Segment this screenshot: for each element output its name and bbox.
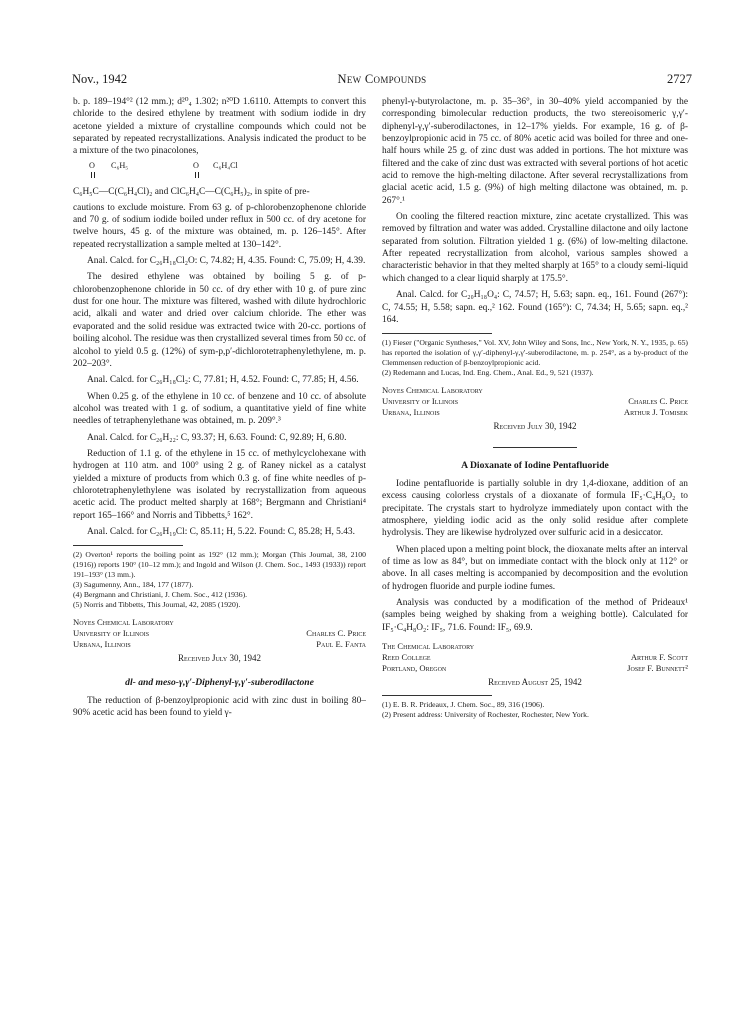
affiliation-block [382, 641, 688, 674]
received-date: Received July 30, 1942 [493, 421, 577, 432]
paragraph: The desired ethylene was obtained by boiling 5 g. of p-chlorobenzophenone chloride in 50 cc. of dry ether with 10 g. of pure zinc dust for one hour. The mixture was filtered, washed with dilute hydrochloric acid, alkali and water and dried over calcium chloride. The ether was evaporated and the solid residue was extracted twice with 20-cc. portions of boiling alcohol. The residue was then crystallized several times from 50 cc. of alcohol to yield 0.5 g. (12%) of sym-p,p′-dichlorotetraphenylethylene, m. p. 202–203°. [73, 272, 366, 369]
author-name: Charles C. Price [628, 396, 688, 407]
pinacolone-structures [73, 158, 366, 202]
affiliation-line: Urbana, Illinois Arthur J. Tomisek [382, 407, 688, 418]
author-name: Arthur F. Scott [630, 652, 688, 662]
right-column [382, 96, 688, 720]
footnotes [382, 338, 688, 378]
footnotes [382, 700, 688, 720]
paragraph: b. p. 189–194°² (12 mm.); d²⁰₄ 1.302; n²⁰D 1.6110. Attempts to convert this chloride to the desired ethylene by treatment with sodium iodide in dry acetone yielded a mixture of crystalline compounds which could not be separated by repeated recrystallizations. Analysis indicated the product to be a mixture of the two pinacolones, [73, 97, 366, 157]
analysis: Anal. Calcd. for C₂₀H₁₈O₄: C, 74.57; H, 5.63; sapn. eq., 161. Found (267°): C, 74.55; H, 5.58; sapn. eq.,² 162. Found (165°): C, 74.34; H, 5.65; sapn. eq.,² 164. [382, 290, 688, 325]
footnote: (1) Fieser ("Organic Syntheses," Vol. XV, John Wiley and Sons, Inc., New York, N. Y., 1935, p. 65) has reported the isolation of γ,γ′-diphenyl-γ,γ′-suberodilactone, m. p. 254°, as a by-product of the Clemmensen reduction of β-benzoylpropionic acid. [382, 338, 688, 368]
author-name: Josef F. Bunnett² [627, 663, 688, 673]
paragraph: Analysis was conducted by a modification of the method of Prideaux¹ (samples being weighed by shaking from a weighing bottle). Calculated for IF₅·C₄H₈O₂: IF₅, 71.6. Found: IF₅, 69.9. [382, 597, 688, 633]
paragraph: The reduction of β-benzoylpropionic acid with zinc dust in boiling 80–90% acetic acid has been found to yield γ- [73, 696, 366, 719]
footnote-rule [382, 695, 492, 696]
affiliation-line: Urbana, Illinois Paul E. Fanta [73, 639, 366, 650]
affiliation-block [382, 385, 688, 418]
footnote-rule [73, 545, 183, 546]
affiliation-line: The Chemical Laboratory [382, 641, 475, 651]
header-section: New Compounds [337, 72, 427, 86]
paragraph: On cooling the filtered reaction mixture, zinc acetate crystallized. This was removed by filtration and water was added. Crystalline dilactone and oily lactone separated from solution. Filtration yielded 1 g. (6%) of low-melting dilactone. After repeated recrystallization from alcohol, various samples showed a characteristic behavior in that they melted sharply at 165° to a cloudy semi-liquid which changed to a clear liquid sharply at 175.5°. [382, 212, 688, 284]
analysis: Anal. Calcd. for C₂₆H₁₈Cl₂O: C, 74.82; H, 4.35. Found: C, 75.09; H, 4.39. [87, 256, 366, 267]
author-name: Arthur J. Tomisek [623, 407, 688, 418]
article-title: dl- and meso-γ,γ′-Diphenyl-γ,γ′-suberodilactone [125, 676, 314, 688]
footnote: (5) Norris and Tibbetts, This Journal, 42, 2085 (1920). [73, 600, 241, 610]
received-date: Received July 30, 1942 [178, 653, 261, 664]
footnote: (3) Sagumenny, Ann., 184, 177 (1877). [73, 580, 194, 590]
affiliation-line: Portland, Oregon Josef F. Bunnett² [382, 663, 688, 673]
paragraph: cautions to exclude moisture. From 63 g. of p-chlorobenzophenone chloride and 70 g. of sodium iodide boiled under reflux in 500 cc. of dry acetone for twelve hours, 45 g. of the mixture was obtained, m. p. 126–145°. After repeated recrystallization a sample melted at 130–142°. [73, 202, 366, 250]
received-date: Received August 25, 1942 [488, 677, 582, 687]
struct-substituent: C₆H₅ [111, 160, 129, 170]
affiliation-line: Reed College Arthur F. Scott [382, 652, 688, 662]
analysis: Anal. Calcd. for C₂₆H₂₂: C, 93.37; H, 6.63. Found: C, 92.89; H, 6.80. [87, 432, 347, 443]
double-bond-mark [91, 172, 95, 178]
author-name: Paul E. Fanta [316, 639, 366, 650]
footnotes [73, 550, 366, 610]
footnote: (2) Redemann and Lucas, Ind. Eng. Chem., Anal. Ed., 9, 521 (1937). [382, 368, 594, 378]
double-bond-mark [195, 172, 199, 178]
paragraph: Iodine pentafluoride is partially soluble in dry 1,4-dioxane, addition of an excess causing colorless crystals of a dioxanate of formula IF₅·C₄H₈O₂ to precipitate. The crystals start to hydrolyze immediately upon contact with the atmosphere, yielding iodic acid as the only solid residue after complete hydrolysis. They are likewise hydrolyzed over sulfuric acid in a desiccator. [382, 478, 688, 539]
affiliation-block [73, 617, 366, 650]
running-header [72, 72, 692, 88]
paragraph: When placed upon a melting point block, the dioxanate melts after an interval of time as low as 84°, but on immediate contact with the block only at 112° or above. In all cases melting is accompanied by decomposition and the evolution of hydrogen fluoride and purple iodine fumes. [382, 544, 688, 592]
affiliation-line: University of Illinois Charles C. Price [73, 628, 366, 639]
paragraph: When 0.25 g. of the ethylene in 10 cc. of benzene and 10 cc. of absolute alcohol was treated with 1 g. of sodium, a quantitative yield of fine white needles of tetraphenylethane was obtained, m. p. 209°.³ [73, 391, 366, 427]
paragraph: phenyl-γ-butyrolactone, m. p. 35–36°, in 30–40% yield accompanied by the corresponding bimolecular reduction products, the two stereoisomeric γ,γ′-diphenyl-γ,γ′-suberodilactones, in 12–17% yields. For example, 16 g. of β-benzoylpropionic acid in 75 cc. of 80% acetic acid was boiled for three and one-half hours while 25 g. of zinc dust was added in portions. The hot mixture was filtered and the cake of zinc dust was extracted with several portions of hot acetic acid to remove the high-melting dilactone. After several recrystallizations from glacial acetic acid, 1.5 g. (9%) of high melting dilactone was obtained, m. p. 267°.¹ [382, 97, 688, 206]
footnote: (2) Present address: University of Rochester, Rochester, New York. [382, 710, 589, 720]
affiliation-line: Noyes Chemical Laboratory [382, 385, 483, 396]
author-name: Charles C. Price [306, 628, 366, 639]
struct-oxygen: O [193, 160, 199, 170]
footnote: (4) Bergmann and Christiani, J. Chem. Soc., 412 (1936). [73, 590, 248, 600]
affiliation-line: Noyes Chemical Laboratory [73, 617, 174, 628]
footnote: (2) Overton¹ reports the boiling point as 192° (12 mm.); Morgan (This Journal, 38, 2100 (1916)) reports 190° (10–12 mm.); and Ingold and Wilson (J. Chem. Soc., 1493 (1933)) report 191–193° (13 mm.). [73, 550, 366, 580]
section-separator [493, 447, 577, 448]
header-date: Nov., 1942 [72, 72, 128, 86]
analysis: Anal. Calcd. for C₂₆H₁₈Cl₂: C, 77.81; H, 4.52. Found: C, 77.85; H, 4.56. [87, 375, 359, 386]
left-column [73, 96, 366, 720]
article-title: A Dioxanate of Iodine Pentafluoride [461, 459, 609, 471]
struct-substituent: C₆H₄Cl [213, 160, 238, 170]
page-number: 2727 [667, 72, 692, 86]
footnote-rule [382, 333, 492, 334]
paragraph: Reduction of 1.1 g. of the ethylene in 15 cc. of methylcyclohexane with hydrogen at 110 atm. and 100° using 2 g. of Raney nickel as a catalyst yielded a mixture of products from which 0.3 g. of fine white needles of p-chlorotetraphenylethylene was isolated by recrystallization from aqueous acetic acid. The product melted sharply at 168°; Bergmann and Christiani⁴ report 165–166° and Norris and Tibbetts,⁵ 162°. [73, 448, 366, 521]
affiliation-line: University of Illinois Charles C. Price [382, 396, 688, 407]
footnote: (1) E. B. R. Prideaux, J. Chem. Soc., 89, 316 (1906). [382, 700, 545, 710]
struct-formula-line: C₆H₅C—C(C₆H₄Cl)₂ and ClC₆H₄C—C(C₆H₅)₂, in spite of pre- [73, 186, 310, 197]
struct-oxygen: O [89, 160, 95, 170]
analysis: Anal. Calcd. for C₂₆H₁₉Cl: C, 85.11; H, 5.22. Found: C, 85.28; H, 5.43. [87, 526, 355, 537]
